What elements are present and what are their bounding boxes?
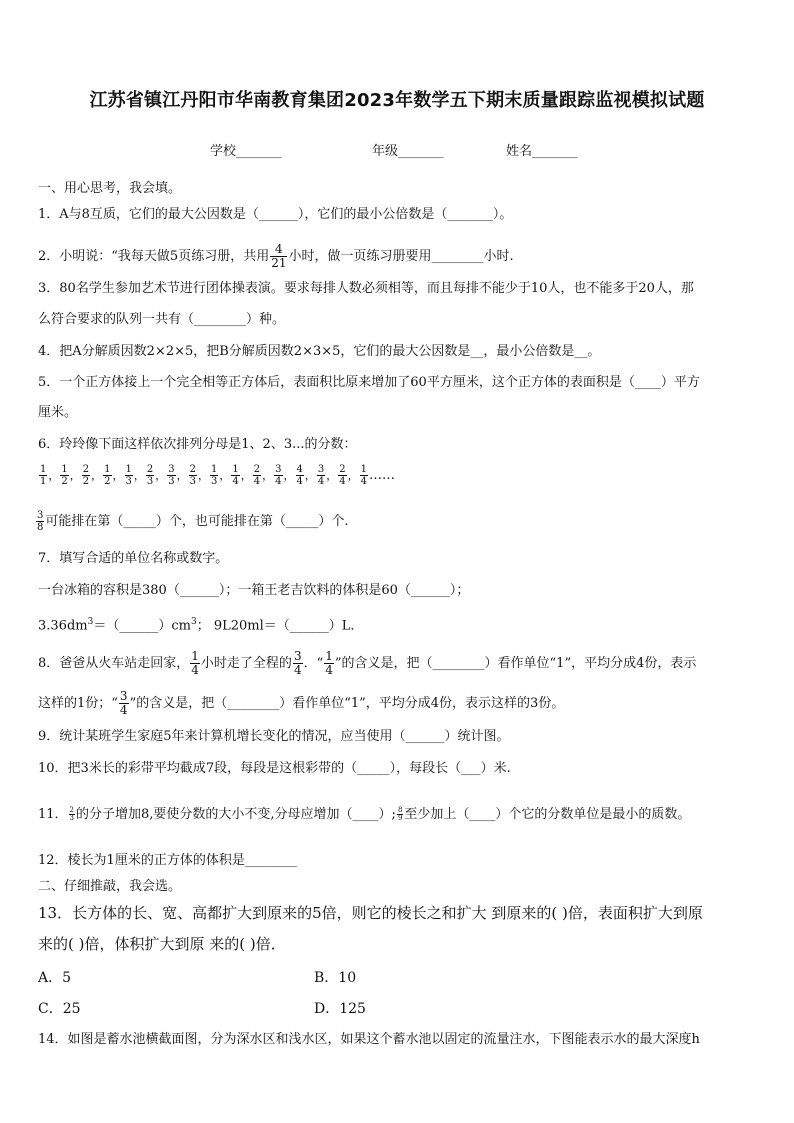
question-7-line-2 (38, 613, 363, 635)
grade-field: 年级_______ (372, 144, 444, 159)
q8-text-f: ”的含义是，把（________）看作单位“1”，平均分成4份，表示这样的3份。 (129, 696, 565, 711)
fraction-numerator: 2 (146, 464, 154, 475)
sequence-comma: ， (283, 469, 295, 482)
fraction-numerator: 3 (168, 464, 175, 475)
sequence-comma: ， (91, 469, 103, 482)
q11-f2-den: 9 (397, 814, 403, 822)
section-2-heading: 二、仔细推敲，我会选。 (38, 879, 182, 894)
question-4: 4．把A分解质因数2×2×5，把B分解质因数2×3×5，它们的最大公因数是__，最小公倍数是__。 (38, 344, 601, 359)
q11-fraction-2 (397, 807, 403, 822)
q8-f3-num: 1 (325, 649, 333, 663)
fraction-denominator: 2 (82, 476, 90, 487)
question-5-line-2: 厘米。 (38, 405, 78, 420)
fraction-denominator: 4 (253, 476, 261, 487)
question-6-fraction-sequence (38, 464, 395, 487)
q6-sequence-fraction (296, 464, 304, 487)
sequence-comma: ， (48, 469, 60, 482)
fraction-denominator: 4 (317, 476, 325, 487)
fraction-numerator: 3 (275, 464, 282, 475)
sequence-comma: ， (176, 469, 188, 482)
fraction-numerator: 1 (232, 464, 239, 475)
q6-sequence-fraction (338, 464, 346, 487)
q8-text-e: 这样的1份；“ (38, 696, 118, 711)
q6-sequence-fraction (210, 464, 218, 487)
question-5-line-1: 5．一个正方体接上一个完全相等正方体后，表面积比原来增加了60平方厘米，这个正方体的表面积是（____）平方 (38, 375, 700, 390)
q7-l2c: ； 9L20ml＝（______）L． (196, 618, 364, 634)
question-3-line-1: 3．80名学生参加艺术节进行团体操表演。要求每排人数必须相等，而且每排不能少于10人，也不能多于20人，那 (38, 281, 694, 296)
page-title: 江苏省镇江丹阳市华南教育集团2023年数学五下期末质量跟踪监视模拟试题 (89, 90, 705, 111)
q6-sequence-fraction (60, 464, 68, 487)
q8-text-d: ”的含义是，把（________）看作单位“1”，平均分成4份，表示 (334, 656, 697, 671)
fraction-denominator: 4 (296, 476, 303, 487)
q11-f1-num: 2 (69, 806, 75, 814)
q13-option-d[interactable]: D．125 (314, 1001, 366, 1017)
q2-text-a: 2．小明说：“我每天做5页练习册，共用 (38, 249, 270, 264)
sequence-comma: ， (262, 469, 274, 482)
question-8-line-1 (38, 650, 696, 677)
q13-option-a[interactable]: A．5 (38, 970, 72, 986)
fraction-denominator: 4 (275, 476, 282, 487)
q2-numerator: 4 (270, 243, 287, 257)
q6-sequence-fraction (146, 464, 154, 487)
q2-fraction (270, 243, 287, 270)
q6-sequence-fraction (82, 464, 90, 487)
q6-sequence-fraction (103, 464, 111, 487)
school-field: 学校_______ (210, 144, 282, 159)
sequence-comma: ， (112, 469, 124, 482)
question-2 (38, 243, 514, 270)
sequence-comma: ， (198, 469, 209, 482)
question-6-answer-line (38, 510, 349, 533)
question-11 (38, 806, 690, 824)
q8-fraction-4 (119, 690, 129, 717)
fraction-numerator: 1 (360, 464, 367, 475)
question-9: 9．统计某班学生家庭5年来计算机增长变化的情况，应当使用（______）统计图。 (38, 729, 510, 744)
q8-fraction-1 (190, 650, 200, 677)
fraction-denominator: 3 (146, 476, 154, 487)
fraction-numerator: 2 (339, 464, 346, 475)
q7-sup-1: 3 (87, 617, 94, 627)
q11-text-a: 11． (38, 807, 68, 822)
question-12: 12．棱长为1厘米的正方体的体积是________ (38, 853, 297, 868)
name-field: 姓名_______ (506, 144, 578, 159)
sequence-ellipsis: …… (369, 468, 395, 483)
question-10: 10．把3米长的彩带平均截成7段，每段是这根彩带的（_____），每段长（___）米. (38, 761, 511, 776)
q8-text-c: ．“ (303, 656, 324, 671)
fraction-denominator: 2 (61, 476, 68, 487)
question-14: 14．如图是蓄水池横截面图，分为深水区和浅水区，如果这个蓄水池以固定的流量注水，下图能表示水的最大深度h (38, 1032, 700, 1047)
q11-text-c: 至少加上（____）个它的分数单位是最小的质数。 (404, 807, 691, 822)
q6-sequence-fraction (360, 464, 368, 487)
q11-fraction-1 (69, 807, 75, 822)
sequence-comma: ， (347, 469, 359, 482)
q6-sequence-fraction (317, 464, 325, 487)
q8-text-a: 8．爸爸从火车站走回家， (38, 656, 190, 671)
q6-fraction (36, 510, 44, 533)
q8-text-b: 小时走了全程的 (200, 656, 292, 671)
q6-numerator: 3 (37, 510, 44, 521)
q7-sup-2: 3 (190, 617, 197, 627)
q6-sequence-fraction (274, 464, 282, 487)
q6-sequence-fraction (39, 464, 47, 487)
fraction-numerator: 2 (253, 464, 261, 475)
q8-f2-den: 4 (293, 663, 302, 677)
fraction-denominator: 1 (40, 476, 47, 487)
fraction-numerator: 1 (104, 464, 111, 475)
fraction-denominator: 4 (232, 476, 239, 487)
q7-l2b: ＝（______）cm (93, 618, 191, 634)
fraction-numerator: 1 (211, 464, 218, 475)
fraction-numerator: 1 (125, 464, 132, 475)
fraction-numerator: 2 (82, 464, 90, 475)
section-1-heading: 一、用心思考，我会填。 (38, 181, 182, 196)
sequence-comma: ， (326, 469, 338, 482)
q8-f2-num: 3 (293, 649, 302, 663)
fraction-numerator: 1 (40, 464, 47, 475)
q8-f4-num: 3 (119, 689, 128, 703)
fraction-denominator: 4 (360, 476, 367, 487)
question-7-line-1: 一台冰箱的容积是380（______）；一箱王老吉饮料的体积是60（______）； (38, 583, 470, 598)
q8-f1-num: 1 (191, 649, 199, 663)
q13-option-b[interactable]: B．10 (314, 970, 357, 986)
question-7-intro: 7．填写合适的单位名称或数字。 (38, 551, 229, 566)
q11-text-b: 的分子增加8,要使分数的大小不变,分母应增加（____）; (76, 807, 396, 822)
q8-f4-den: 4 (119, 703, 128, 717)
fraction-denominator: 4 (339, 476, 346, 487)
q6-sequence-fraction (253, 464, 261, 487)
q6-sequence-fraction (231, 464, 239, 487)
fraction-denominator: 2 (104, 476, 111, 487)
q8-f1-den: 4 (191, 663, 199, 677)
question-3-line-2: 么符合要求的队列一共有（________）种。 (38, 312, 286, 327)
question-13-line-1: 13．长方体的长、宽、高都扩大到原来的5倍，则它的棱长之和扩大 到原来的( )倍，表面积扩大到原 (38, 904, 703, 922)
sequence-comma: ， (240, 469, 252, 482)
fraction-denominator: 3 (168, 476, 175, 487)
question-8-line-2 (38, 690, 564, 717)
q8-fraction-3 (324, 650, 334, 677)
q11-f2-num: 8 (397, 806, 403, 814)
q7-l2a: 3.36dm (38, 618, 88, 634)
sequence-comma: ， (155, 469, 167, 482)
sequence-comma: ， (219, 469, 231, 482)
fraction-numerator: 2 (189, 464, 196, 475)
q8-fraction-2 (293, 650, 303, 677)
q2-text-b: 小时，做一页练习册要用________小时. (288, 249, 514, 264)
sequence-comma: ， (304, 469, 316, 482)
q6-denominator: 8 (37, 522, 44, 533)
q6-sequence-fraction (189, 464, 197, 487)
q6-sequence-fraction (125, 464, 133, 487)
q6-sequence-fraction (167, 464, 175, 487)
fraction-numerator: 1 (61, 464, 68, 475)
sequence-comma: ， (69, 469, 81, 482)
q6-tail: 可能排在第（_____）个，也可能排在第（_____）个. (45, 514, 349, 529)
q11-f1-den: 3 (69, 814, 75, 822)
q13-option-c[interactable]: C．25 (38, 1001, 81, 1017)
fraction-numerator: 3 (317, 464, 325, 475)
question-6-intro: 6．玲玲像下面这样依次排列分母是1、2、3...的分数： (38, 437, 357, 452)
question-13-line-2: 来的( )倍，体积扩大到原 来的( )倍． (38, 935, 286, 953)
fraction-numerator: 4 (296, 464, 303, 475)
fraction-denominator: 3 (189, 476, 196, 487)
fraction-denominator: 3 (211, 476, 218, 487)
q2-denominator: 21 (271, 256, 287, 270)
sequence-comma: ， (133, 469, 145, 482)
question-1: 1．A与8互质，它们的最大公因数是（______），它们的最小公倍数是（_______）。 (38, 207, 513, 222)
q8-f3-den: 4 (325, 663, 333, 677)
fraction-denominator: 3 (125, 476, 132, 487)
